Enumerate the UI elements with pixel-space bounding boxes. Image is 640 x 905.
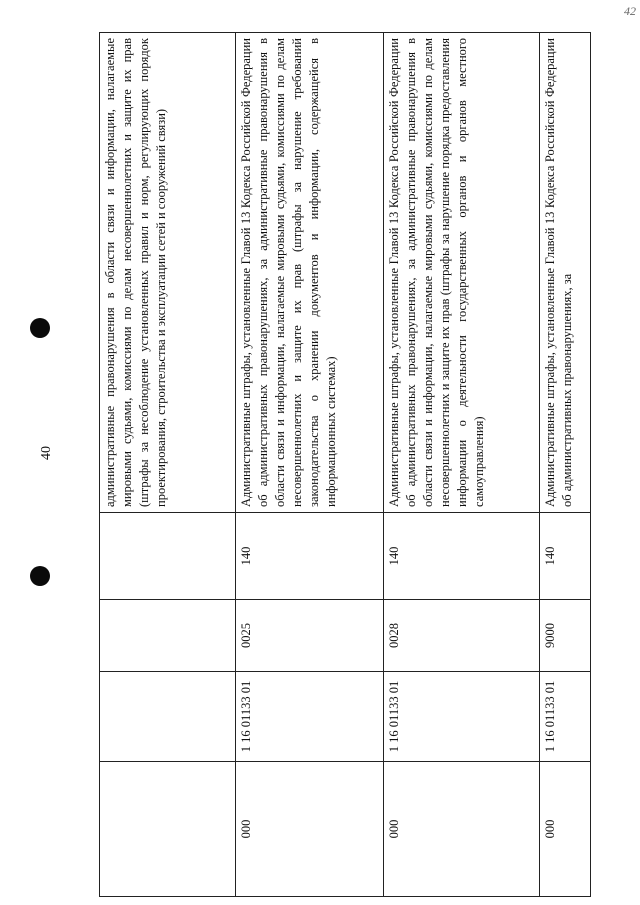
description-cell: Административные штрафы, установленные Главой 13 Кодекса Российской Федерации об административных правонарушениях, за административные правонарушения в области связи и информации, налагаемые мировыми судьями, комиссиями по делам несовершеннолетних и защите их прав (штрафы за нарушение порядка предоставления информации о деятельности государственных органов и органов местного самоуправления)	[384, 33, 540, 513]
subcode-cell	[100, 600, 236, 672]
page-number: 40	[39, 446, 54, 460]
description-cell: Административные штрафы, установленные Главой 13 Кодекса Российской Федерации об административных правонарушениях, за	[540, 33, 591, 513]
handwritten-page-mark: 42	[624, 4, 636, 18]
kbk-cell: 1 16 01133 01	[384, 672, 540, 762]
table-row	[100, 33, 236, 897]
admin-code-cell: 000	[384, 762, 540, 897]
punch-hole-top	[30, 318, 50, 338]
table-row	[236, 33, 384, 897]
kbk-cell: 1 16 01133 01	[236, 672, 384, 762]
description-cell: административные правонарушения в области связи и информации, налагаемые мировыми судьями, комиссиями по делам несовершеннолетних и защите их прав (штрафы за несоблюдение установленных правил и норм, регулирующих порядок проектирования, строительства и эксплуатации сетей и сооружений связи)	[100, 33, 236, 513]
rate-cell: 140	[384, 513, 540, 600]
admin-code-cell: 000	[540, 762, 591, 897]
subcode-cell: 9000	[540, 600, 591, 672]
rate-cell	[100, 513, 236, 600]
admin-code-cell: 000	[236, 762, 384, 897]
rate-cell: 140	[236, 513, 384, 600]
admin-code-cell	[100, 762, 236, 897]
rotated-table-container	[99, 33, 587, 897]
subcode-cell: 0028	[384, 600, 540, 672]
description-cell: Административные штрафы, установленные Главой 13 Кодекса Российской Федерации об административных правонарушениях, за административные правонарушения в области связи и информации, налагаемые мировыми судьями, комиссиями по делам несовершеннолетних и защите их прав (штрафы за нарушение требований законодательства о хранении документов и информации, содержащейся в информационных системах)	[236, 33, 384, 513]
kbk-cell	[100, 672, 236, 762]
subcode-cell: 0025	[236, 600, 384, 672]
kbk-cell: 1 16 01133 01	[540, 672, 591, 762]
punch-hole-bottom	[30, 566, 50, 586]
table-row	[384, 33, 540, 897]
budget-classification-table	[99, 32, 591, 897]
table-row	[540, 33, 591, 897]
rate-cell: 140	[540, 513, 591, 600]
